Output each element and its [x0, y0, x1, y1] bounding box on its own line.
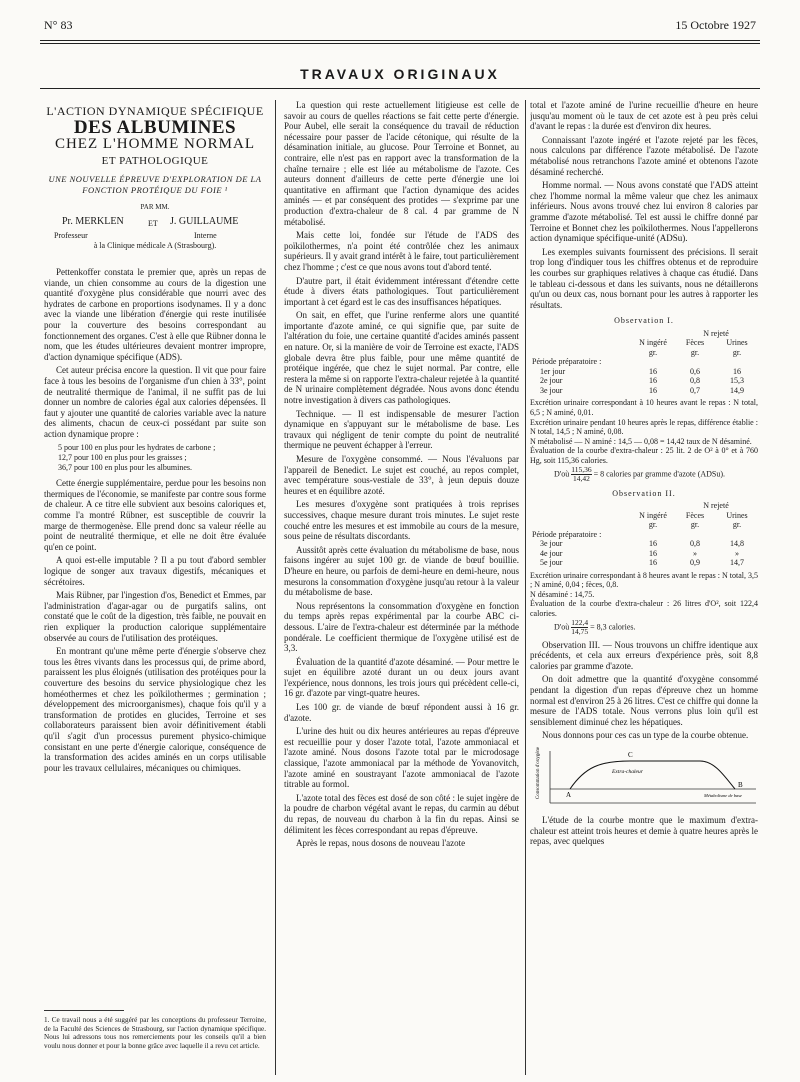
column-header: N ingéré	[639, 338, 667, 348]
paragraph: L'urine des huit ou dix heures antérieures au repas d'épreuve est recueillie pour y doser l'azote total, l'azote ammoniacal et l'azote aminé. Nous dosons l'azote total par le microdosage classique, l'azote ammoniacal par la méthode de Yovanovitch, l'azote aminé en soustrayant l'azote ammoniacal de l'azote titrable au formol.	[284, 726, 519, 790]
unit: gr.	[648, 520, 658, 530]
fraction-line: D'où $\frac{115,36}{14,42}$ = 8 calories par gramme d'azote (ADSu).	[554, 464, 726, 483]
period-label: Période préparatoire :	[532, 529, 602, 539]
ads-list	[58, 443, 266, 472]
footnote-rule	[44, 1010, 124, 1011]
header-rule	[40, 40, 760, 41]
column-3	[530, 100, 758, 1075]
column-1	[44, 100, 266, 1075]
authors	[44, 217, 266, 231]
column-divider-1	[275, 100, 276, 1075]
extra-heat-curve	[570, 761, 735, 789]
footnote: 1. Ce travail nous a été suggéré par les conceptions du professeur Terroine, de la Faculté des Sciences de Strasbourg, sur l'action dynamique spécifique. Nous lui adressons tous nos remerciements pour les conseils qu'il a bien voulu nous donner et pour la bonne grâce avec laquelle il a revu cet article.	[44, 1016, 266, 1050]
point-a-label: A	[566, 790, 572, 799]
author-separator: ET	[148, 218, 158, 228]
author-2: J. GUILLAUME	[170, 215, 239, 227]
paragraph: Aussitôt après cette évaluation du métabolisme de base, nous faisons ingérer au sujet 100 gr. de viande de bœuf bouillie. D'heure en heure, ou parfois de demi-heure en demi-heure, nous mesurons la consommation d'oxygène jusqu'au retour à la valeur du métabolisme de base.	[284, 544, 519, 598]
paragraph: Les 100 gr. de viande de bœuf répondent aussi à 16 gr. d'azote.	[284, 702, 519, 723]
n-rejete-header: N rejeté	[703, 501, 729, 511]
paragraph: Technique. — Il est indispensable de mesurer l'action dynamique en s'appuyant sur le métabolisme de base. Les travaux qui négligent de tenir compte du point de neutralité thermique ne peuvent échapper à l'erreur.	[284, 408, 519, 451]
table-row: 4e jour 16 » »	[540, 548, 739, 558]
fraction-line: D'où $\frac{122,4}{14,75}$ = 8,3 calories.	[554, 617, 636, 636]
title-line-4: ET PATHOLOGIQUE	[101, 154, 209, 167]
paragraph: En montrant qu'une même perte d'énergie s'observe chez tous les êtres vivants dans les processus qui, de prime abord, paraissent les plus éloignés (utilisation des protéiques pour la couverture des besoins du service physiologique chez les homéothermes et chez les poïkilothermes ; germination ; développement des microorganismes), chaque fois qu'il y a transformation de protides en glucides, Terroine et ses collaborateurs paraissent bien avoir définitivement établi qu'il s'agit d'un processus purement physico-chimique consistant en une perte d'énergie calorique, conséquence de la transformation des acides aminés en un corps utilisable pour les travaux cellulaires, mécaniques ou chimiques.	[44, 646, 266, 773]
oxygen-consumption-curve	[530, 747, 758, 809]
title-line-3: CHEZ L'HOMME NORMAL	[54, 136, 256, 153]
extra-heat-label: Extra-chaleur	[612, 768, 643, 775]
unit: gr.	[732, 520, 742, 530]
paragraph: Après le repas, nous dosons de nouveau l'azote	[296, 838, 466, 849]
paragraph: Connaissant l'azote ingéré et l'azote rejeté par les fèces, nous calculons par différence l'azote métabolisé. De l'azote métabolisé nous retranchons l'azote aminé et obtenons l'azote désaminé recherché.	[530, 134, 758, 177]
paragraph: D'autre part, il était évidemment intéressant d'étendre cette étude à divers états pathologiques. Tout particulièrement important à cet égard est le cas des insuffisances hépatiques.	[284, 275, 519, 307]
observation-title: Observation II.	[612, 488, 676, 498]
paragraph: Nous donnons pour ces cas un type de la courbe obtenue.	[542, 730, 749, 741]
section-title: TRAVAUX ORIGINAUX	[300, 66, 500, 82]
n-rejete-header: N rejeté	[703, 328, 729, 338]
paragraph: On doit admettre que la quantité d'oxygène consommé pendant la digestion d'un repas d'épreuve chez un homme normal est d'environ 25 à 26 litres. C'est ce chiffre qui donne la mesure de l'ADS totale. Nous verrons plus loin qu'il est sensiblement diminué chez les hépatiques.	[530, 674, 758, 727]
paragraph: Pettenkoffer constata le premier que, après un repas de viande, un chien consomme au cours de la digestion une quantité d'oxygène plus considérable que nourri avec des hydrates de carbone en proportions isodynames. Il y a donc avec la viande une libération d'énergie qui reste inutilisée pour la couverture des besoins correspondant au fonctionnement des organes. C'est à elle que Rübner donna le nom, que les études ultérieures devaient montrer impropre, d'action dynamique spécifique (ADS).	[44, 266, 266, 362]
paragraph: total et l'azote aminé de l'urine recueillie d'heure en heure jusqu'au moment où le taux de cet azote est à peu près celui d'avant le repas : la durée est d'environ dix heures.	[530, 100, 758, 132]
unit: gr.	[732, 347, 742, 357]
observation-title: Observation I.	[614, 316, 674, 326]
observation-table	[530, 329, 758, 396]
paragraph: Les exemples suivants fournissent des précisions. Il serait trop long d'indiquer tous les chiffres obtenus et de reproduire les courbes sur graphiques relatives à chaque cas étudié. Dans le tableau ci-dessous et dans les suivants, nous ne détaillerons qu'un ou deux cas, nous bornant pour les autres à rapporter les résultats.	[530, 246, 758, 310]
observation-notes: Excrétion urinaire correspondant à 10 heures avant le repas : N total, 6,5 ; N aminé, 0,01. Excrétion urinaire pendant 10 heures après le repas, différence établie : N total, 14,5 ; N aminé, 0,08. N métabolisé — N aminé : 14,5 — 0,08 = 14,42 taux de N désaminé. Évaluation de la courbe d'extra-chaleur : 25 lit. 2 de O² à 0° et à 760 Hg, soit 115,36 calories. D'où $\frac{115,36}{14,42}$ = 8 calories par gramme d'azote (ADSu).	[530, 398, 758, 483]
point-b-label: B	[738, 780, 743, 789]
column-header: Fèces	[685, 338, 705, 348]
table-row: 3e jour 16 0,7 14,9	[540, 385, 744, 395]
column-header: Urines	[726, 338, 748, 348]
par-mm: PAR MM.	[140, 203, 170, 212]
author-1-role: Professeur	[54, 230, 88, 240]
unit: gr.	[648, 347, 658, 357]
paragraph: L'azote total des fèces est dosé de son côté : le sujet ingère de la poudre de charbon végétal avant le repas, du carmin au début du repas, de nouveau du charbon à la fin du repas. Ainsi se délimitent les fèces correspondant au repas d'épreuve.	[284, 792, 519, 835]
issue-date: 15 Octobre 1927	[675, 18, 756, 32]
paragraph: Les mesures d'oxygène sont pratiquées à trois reprises successives, chaque mesure durant trois minutes. Le sujet reste couché entre les mesures et est immobile au cours de la mesure, sous peine de résultats discordants.	[284, 499, 519, 542]
header-rule-2	[40, 43, 760, 44]
period-label: Période préparatoire :	[532, 357, 602, 367]
table-row: 2e jour 16 0,8 15,3	[540, 376, 744, 386]
column-header: Fèces	[685, 510, 705, 520]
affiliation: à la Clinique médicale A (Strasbourg).	[93, 240, 217, 250]
issue-number: N° 83	[44, 18, 73, 32]
column-header: N ingéré	[639, 510, 667, 520]
article-subtitle: UNE NOUVELLE ÉPREUVE D'EXPLORATION DE LA FONCTION PROTÉIQUE DU FOIE ¹	[48, 174, 262, 196]
article-title-block	[44, 106, 266, 213]
paragraph: Mais Rübner, par l'ingestion d'os, Benedict et Emmes, par l'administration d'agar-agar ou de purgatifs salins, ont constaté que le coût de la digestion, très faible, ne pouvait en rien expliquer la production calorique supplémentaire observée au cours de l'utilisation des protéiques.	[44, 590, 266, 643]
paragraph: L'étude de la courbe montre que le maximum d'extra-chaleur est atteint trois heures et demie à quatre heures après le repas, avec quelques	[530, 814, 758, 847]
observation-1	[530, 316, 758, 482]
paragraph: Évaluation de la quantité d'azote désaminé. — Pour mettre le sujet en équilibre azoté durant un ou deux jours avant l'expérience, nous donnons, les trois jours qui précèdent celle-ci, 16 gr. d'azote par vingt-quatre heures.	[284, 656, 519, 699]
fraction: $\frac{115,36}{14,42}$	[571, 464, 592, 483]
table-row: 3e jour 16 0,8 14,8	[540, 539, 744, 549]
column-2	[284, 100, 519, 1075]
title-line-2: DES ALBUMINES	[73, 116, 237, 138]
column-header: Urines	[726, 510, 748, 520]
section-rule	[40, 88, 760, 89]
column-divider-2	[525, 100, 526, 1075]
observation-notes: Excrétion urinaire correspondant à 8 heures avant le repas : N total, 3,5 ; N aminé, 0,04 ; fèces, 0,8. N désaminé : 14,75. Évaluation de la courbe d'extra-chaleur : 26 litres d'O², soit 122,4 calories. D'où $\frac{122,4}{14,75}$ = 8,3 calories.	[530, 570, 758, 636]
paragraph: On sait, en effet, que l'urine renferme alors une quantité importante d'azote aminé, ce qui signifie que, par suite de l'altération du foie, une certaine quantité d'acides aminés passent en nature. Or, si la manière de voir de Terroine est exacte, l'ADS globale devra être plus faible, pour une même quantité de protéique ingérée, que chez le sujet normal. Par contre, elle restera la même si on rapporte l'extra-chaleur rejetée à la quantité de N urinaire complètement dégradée. Nous avons donc étendu notre investigation à divers cas pathologiques.	[284, 310, 519, 406]
list-item: 5 pour 100 en plus pour les hydrates de carbone ;	[58, 443, 216, 453]
table-row: 5e jour 16 0,9 14,7	[540, 558, 744, 568]
observation-2	[530, 489, 758, 636]
table-row: 1er jour 16 0,6 16	[540, 366, 741, 376]
paragraph: Cette énergie supplémentaire, perdue pour les besoins non thermiques de l'économie, se manifeste par contre sous forme de chaleur. A ce titre elle subvient aux besoins caloriques et, comme l'a montré Rübner, est susceptible de couvrir la marge de thermogenèse. Elle prend donc sa valeur réelle au point de neutralité thermique, et elle ne doit être évaluée qu'en ce point.	[44, 478, 266, 552]
author-2-role: Interne	[194, 230, 217, 240]
point-c-label: C	[628, 750, 633, 759]
paragraph: A quoi est-elle imputable ? Il a pu tout d'abord sembler logique de songer aux travaux digestifs, mécaniques et sécrétoires.	[44, 555, 266, 587]
running-header	[44, 18, 756, 36]
author-1: Pr. MERKLEN	[62, 215, 124, 227]
paragraph: La question qui reste actuellement litigieuse est celle de savoir au cours de quelles réactions se fait cette perte d'énergie. Pour Aubel, elle serait la conséquence du travail de réduction nécessaire pour passer de l'acide cétonique, qui résulte de la désamination initiale, au glucose. Pour Terroine et Bonnet, au contraire, elle n'est pas en rapport avec la transformation de la chaîne ternaire ; elle est liée au métabolisme de l'azote. Ces auteurs donnent d'ailleurs de cette perte d'énergie une loi quantitative en affirmant que l'action dynamique des acides aminés — et par conséquent des protides — s'exprime par une production d'extra-chaleur de 8 cal. 4 par gramme de N métabolisé.	[284, 100, 519, 227]
paragraph: Homme normal. — Nous avons constaté que l'ADS atteint chez l'homme normal la même valeur que chez les animaux inférieurs. Nous avons trouvé chez lui environ 8 calories par gramme d'azote métabolisé. Tel est aussi le chiffre donné par Terroine et Bonnet chez les poïkilothermes. Nous l'appellerons action dynamique spécifique-unité (ADSu).	[530, 180, 758, 244]
title-line-1: L'ACTION DYNAMIQUE SPÉCIFIQUE	[46, 104, 264, 118]
list-item: 12,7 pour 100 en plus pour les graisses ;	[58, 453, 187, 463]
list-item: 36,7 pour 100 en plus pour les albumines.	[58, 462, 192, 472]
paragraph: Mesure de l'oxygène consommé. — Nous l'évaluons par l'appareil de Benedict. Le sujet est couché, au repos complet, avec température sous-vestiale de 33°, à jeun depuis douze heures et en équilibre azoté.	[284, 454, 519, 496]
unit: gr.	[690, 347, 700, 357]
paragraph: Cet auteur précisa encore la question. Il vit que pour faire face à tous les besoins de l'organisme d'un chien à 33°, point de neutralité thermique de l'animal, il ne suffit pas de lui donner un nombre de calories égal aux calories dépensées. Il faut y ajouter une quantité de calories variable avec la nature des aliments, chacun de ceux-ci possédant par suite son action dynamique propre :	[44, 365, 266, 439]
unit: gr.	[690, 520, 700, 530]
fraction: $\frac{122,4}{14,75}$	[571, 617, 589, 636]
y-axis-label: Consommation d'oxygène	[536, 746, 541, 799]
paragraph: Nous représentons la consommation d'oxygène en fonction du temps après repas expérimental par la courbe ABC ci-dessous. L'aire de l'extra-chaleur est déterminée par la méthode pondérale. Le coefficient thermique de l'oxygène utilisé est de 3,3.	[284, 600, 519, 654]
affiliations	[44, 231, 266, 253]
paragraph: Observation III. — Nous trouvons un chiffre identique aux précédents, et cela aux erreurs d'expérience près, soit 8,8 calories par gramme d'azote.	[530, 639, 758, 671]
paragraph: Mais cette loi, fondée sur l'étude de l'ADS des poïkilothermes, n'a point été contrôlée chez les animaux supérieurs. Il y avait grand intérêt à le faire, tout particulièrement chez l'homme ; c'est ce que nous avons tout d'abord tenté.	[284, 230, 519, 272]
base-metabolism-label: Métabolisme de base	[704, 792, 742, 798]
observation-table	[530, 501, 758, 568]
